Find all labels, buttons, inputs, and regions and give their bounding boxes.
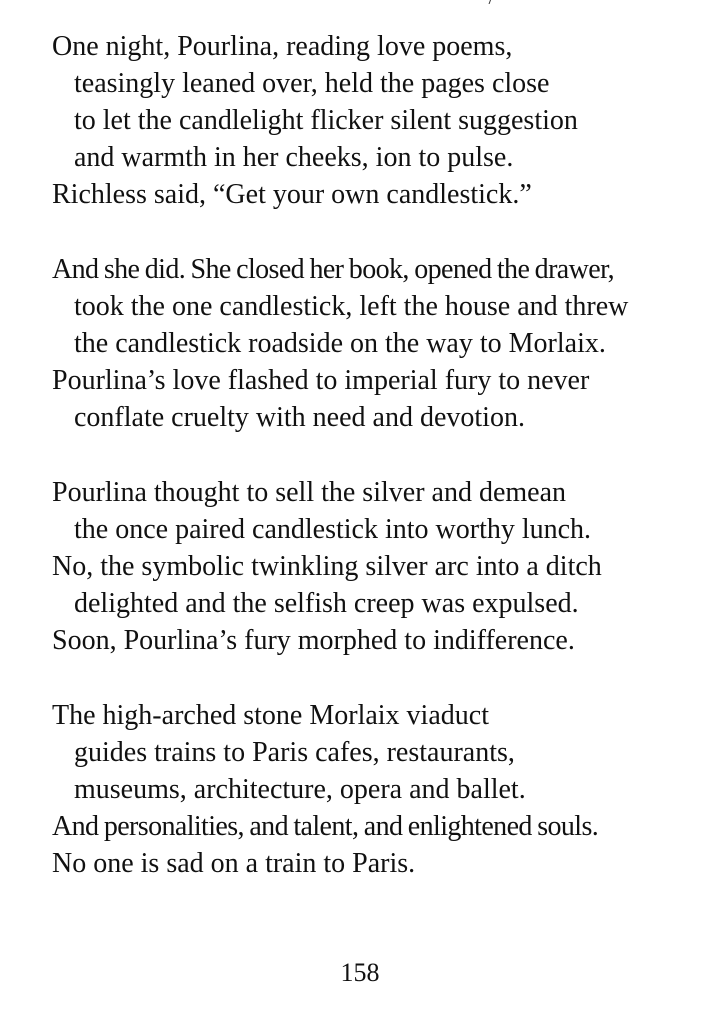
poem-line: Soon, Pourlina’s fury morphed to indifference. (52, 625, 575, 656)
poem-line: teasingly leaned over, held the pages close (74, 68, 550, 99)
top-edge-mark (483, 0, 493, 4)
poem-line: delighted and the selfish creep was expulsed. (74, 588, 579, 619)
poem-line: took the one candlestick, left the house and threw (74, 291, 629, 322)
stanza-1 (52, 28, 692, 213)
poem-line: No, the symbolic twinkling silver arc into a ditch (52, 551, 602, 582)
poem-line: Pourlina’s love flashed to imperial fury to never (52, 365, 590, 396)
poem-line: Pourlina thought to sell the silver and demean (52, 477, 567, 508)
poem-line: And personalities, and talent, and enlightened souls. (52, 811, 599, 842)
stanza-3 (52, 474, 692, 659)
poem-line: the candlestick roadside on the way to Morlaix. (74, 328, 606, 359)
poem-line: And she did. She closed her book, opened the drawer, (52, 254, 615, 285)
poem-line: Richless said, “Get your own candlestick.” (52, 179, 532, 210)
page-number: 158 (340, 958, 380, 987)
poem-line: and warmth in her cheeks, ion to pulse. (74, 142, 514, 173)
poem-line: the once paired candlestick into worthy lunch. (74, 514, 592, 545)
stanza-2 (52, 251, 692, 436)
poem-line: The high-arched stone Morlaix viaduct (52, 700, 489, 731)
poem-line: museums, architecture, opera and ballet. (74, 774, 526, 805)
poem (52, 28, 692, 920)
poem-line: guides trains to Paris cafes, restaurants, (74, 737, 515, 768)
stanza-4 (52, 697, 692, 882)
poem-line: conflate cruelty with need and devotion. (74, 402, 525, 433)
poem-line: to let the candlelight flicker silent suggestion (74, 105, 578, 136)
poem-line: One night, Pourlina, reading love poems, (52, 31, 513, 62)
poem-line: No one is sad on a train to Paris. (52, 848, 416, 879)
